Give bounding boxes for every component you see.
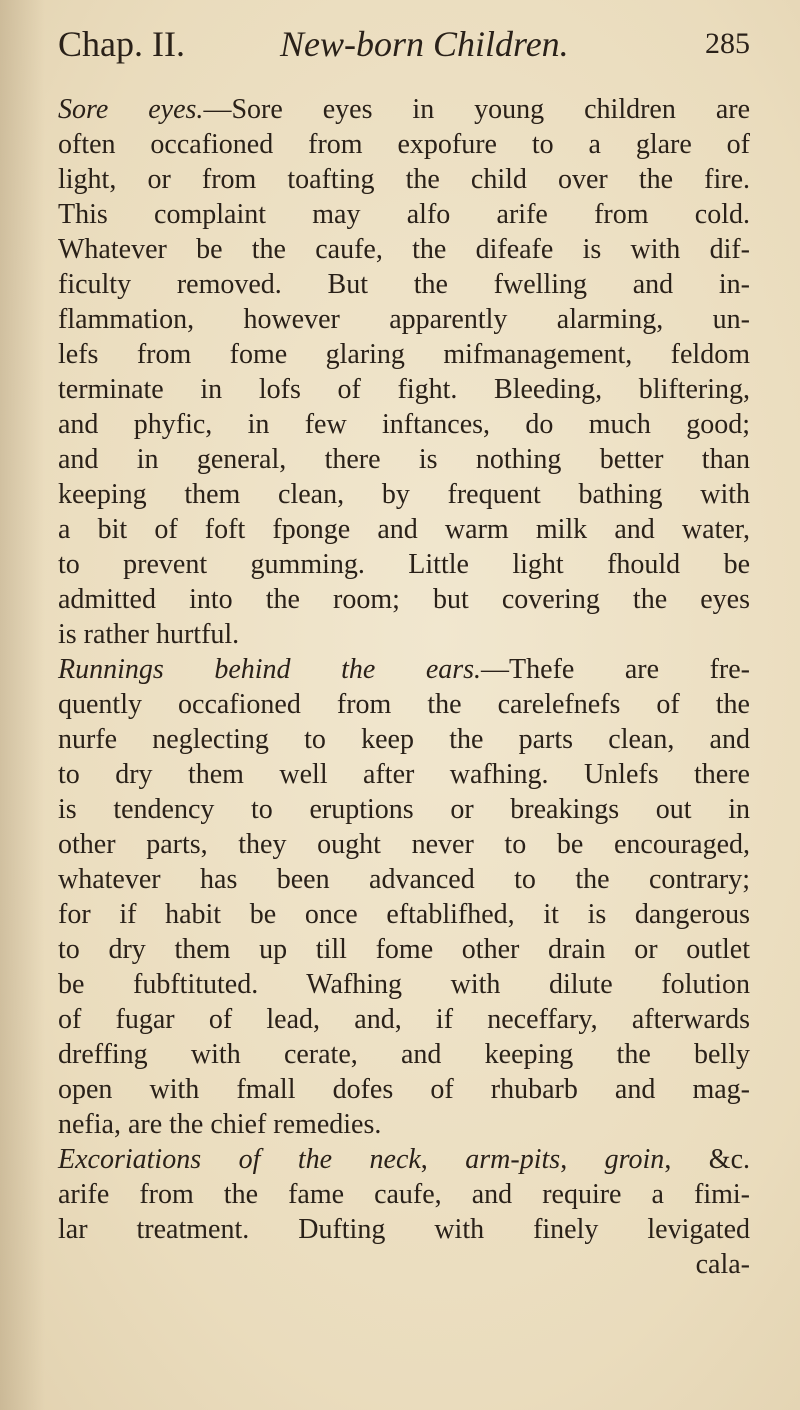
text-line: of fugar of lead, and, if neceffary, afterwards — [58, 1004, 750, 1035]
section-heading-sore-eyes: Sore eyes. — [58, 94, 204, 125]
text-line: other parts, they ought never to be encouraged, — [58, 829, 750, 860]
section-heading-excoriations: Excoriations of the neck — [58, 1144, 421, 1175]
text-line: whatever has been advanced to the contrary; — [58, 864, 750, 895]
text-line: to dry them well after wafhing. Unlefs there — [58, 759, 750, 790]
text-line: is tendency to eruptions or breakings out in — [58, 794, 750, 825]
page-body — [58, 92, 750, 1282]
text-line: dreffing with cerate, and keeping the belly — [58, 1039, 750, 1070]
text-line: Runnings behind the ears.—Thefe are fre- — [58, 654, 750, 685]
text-line: to prevent gumming. Little light fhould be — [58, 549, 750, 580]
text-line: often occafioned from expofure to a glare of — [58, 129, 750, 160]
text-line: to dry them up till fome other drain or outlet — [58, 934, 750, 965]
running-title: New-born Children. — [280, 24, 569, 64]
text-line: Sore eyes.—Sore eyes in young children are — [58, 94, 751, 125]
text-line: Whatever be the caufe, the difeafe is with dif- — [58, 234, 750, 265]
text-line: ficulty removed. But the fwelling and in- — [58, 269, 750, 300]
catchword: cala- — [695, 1249, 750, 1280]
text-line: open with fmall dofes of rhubarb and mag- — [58, 1074, 750, 1105]
text-line: for if habit be once eftablifhed, it is dangerous — [58, 899, 750, 930]
text-line: nefia, are the chief remedies. — [58, 1109, 382, 1140]
text-line: nurfe neglecting to keep the parts clean, and — [58, 724, 750, 755]
text-line: This complaint may alfo arife from cold. — [58, 199, 750, 230]
text-line: and in general, there is nothing better than — [58, 444, 750, 475]
text-line: terminate in lofs of fight. Bleeding, bliftering, — [58, 374, 750, 405]
text-line: flammation, however apparently alarming, un- — [58, 304, 750, 335]
text-line: Excoriations of the neck, arm-pits, groin, &c. — [58, 1144, 750, 1175]
text-line: is rather hurtful. — [58, 619, 240, 650]
text-line: and phyfic, in few inftances, do much good; — [58, 409, 750, 440]
text-line: be fubftituted. Wafhing with dilute folution — [58, 969, 750, 1000]
text-line: lefs from fome glaring mifmanagement, feldom — [58, 339, 750, 370]
section-heading-runnings: Runnings behind the ears. — [58, 654, 482, 685]
spine-shadow — [0, 0, 45, 1410]
text-line: quently occafioned from the carelefnefs of the — [58, 689, 750, 720]
text-line: admitted into the room; but covering the eyes — [58, 584, 750, 615]
text-line: a bit of foft fponge and warm milk and water, — [58, 514, 750, 545]
text-line: keeping them clean, by frequent bathing with — [58, 479, 750, 510]
chapter-label: Chap. II. — [58, 24, 185, 64]
text-line: light, or from toafting the child over the fire. — [58, 164, 750, 195]
page-number: 285 — [705, 27, 750, 60]
text-line: lar treatment. Dufting with finely levigated — [58, 1214, 750, 1245]
text-line: arife from the fame caufe, and require a fimi- — [58, 1179, 750, 1210]
running-header — [58, 16, 750, 72]
